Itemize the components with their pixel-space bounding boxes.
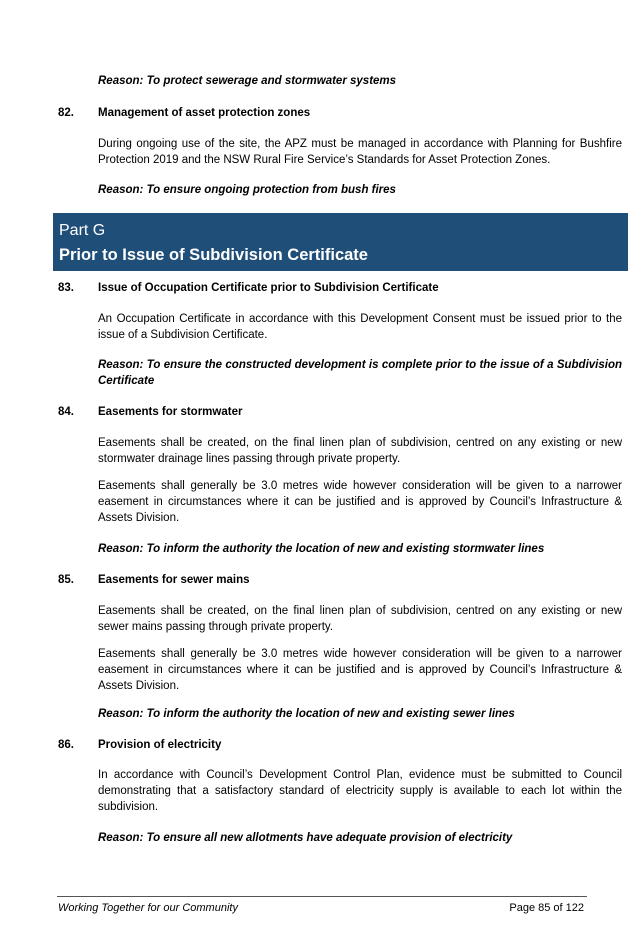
condition-heading-86: Provision of electricity [98, 739, 222, 751]
condition-number-82: 82. [58, 107, 74, 119]
condition-heading-82: Management of asset protection zones [98, 107, 311, 119]
condition-text-86: In accordance with Council’s Development Control Plan, evidence must be submitted to Council demonstrating that a satisfactory standard of electricity supply is available to each lot within the subdivision. [98, 769, 622, 813]
condition-heading-83: Issue of Occupation Certificate prior to Subdivision Certificate [98, 282, 439, 294]
footer-divider [57, 896, 587, 897]
condition-number-86: 86. [58, 739, 74, 751]
condition-text-85-a: Easements shall be created, on the final linen plan of subdivision, centred on any existing or new sewer mains passing through private property. [98, 605, 622, 633]
condition-text-84-a: Easements shall be created, on the final linen plan of subdivision, centred on any existing or new stormwater drainage lines passing through private property. [98, 437, 622, 465]
condition-text-85-b: Easements shall generally be 3.0 metres wide however consideration will be given to a narrower easement in circumstances where it can be justified and is approved by Council’s Infrastructure & Assets Division. [98, 648, 622, 692]
reason-84: Reason: To inform the authority the location of new and existing stormwater lines [98, 543, 545, 555]
reason-86: Reason: To ensure all new allotments have adequate provision of electricity [98, 832, 513, 844]
condition-text-84-b: Easements shall generally be 3.0 metres wide however consideration will be given to a narrower easement in circumstances where it can be justified and is approved by Council’s Infrastructure & Assets Division. [98, 480, 622, 524]
reason-81: Reason: To protect sewerage and stormwater systems [98, 75, 397, 87]
condition-number-83: 83. [58, 282, 74, 294]
page-number: Page 85 of 122 [509, 902, 584, 914]
condition-number-85: 85. [58, 574, 74, 586]
part-banner [53, 213, 628, 271]
reason-82: Reason: To ensure ongoing protection from bush fires [98, 184, 396, 196]
part-label: Part G [59, 222, 106, 239]
condition-heading-84: Easements for stormwater [98, 406, 243, 418]
part-title: Prior to Issue of Subdivision Certificate [59, 246, 368, 264]
condition-text-82: During ongoing use of the site, the APZ must be managed in accordance with Planning for Bushfire Protection 2019 and the NSW Rural Fire Service’s Standards for Asset Protection Zones. [98, 138, 622, 166]
condition-number-84: 84. [58, 406, 74, 418]
reason-83: Reason: To ensure the constructed development is complete prior to the issue of a Subdivision Certificate [98, 359, 622, 387]
condition-text-83: An Occupation Certificate in accordance with this Development Consent must be issued prior to the issue of a Subdivision Certificate. [98, 313, 622, 341]
condition-heading-85: Easements for sewer mains [98, 574, 250, 586]
footer-slogan: Working Together for our Community [58, 902, 238, 914]
reason-85: Reason: To inform the authority the location of new and existing sewer lines [98, 708, 515, 720]
